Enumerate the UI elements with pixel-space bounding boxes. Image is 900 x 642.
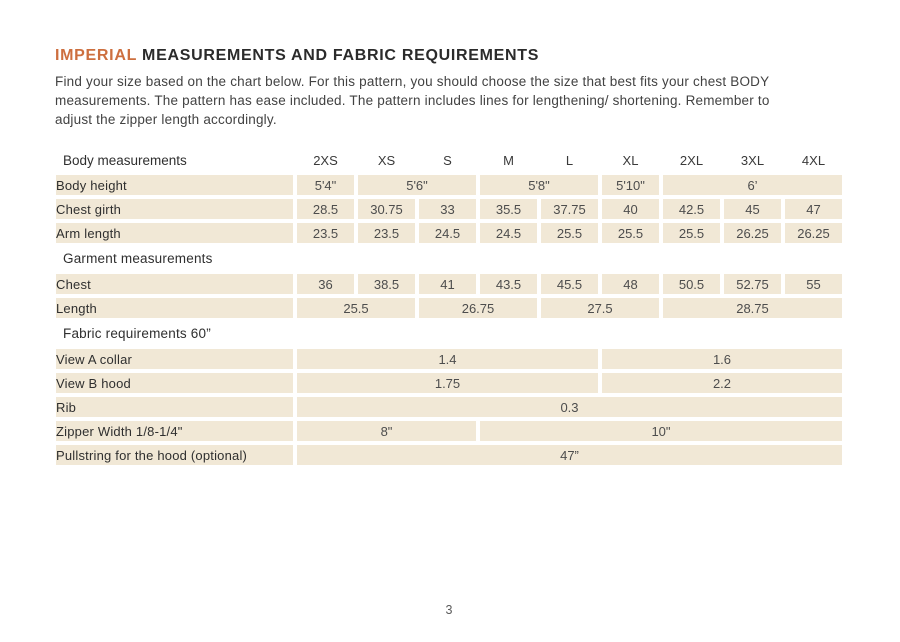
- table-row: [56, 421, 842, 441]
- row-label: Length: [56, 298, 293, 318]
- value-cell: 28.75: [663, 298, 842, 318]
- value-cell: 5'10": [602, 175, 659, 195]
- value-cell: 25.5: [663, 223, 720, 243]
- value-cell: 42.5: [663, 199, 720, 219]
- row-label: View A collar: [56, 349, 293, 369]
- size-header-cell: S: [419, 150, 476, 171]
- table-row: [56, 274, 842, 294]
- value-cell: 6’: [663, 175, 842, 195]
- value-cell: 35.5: [480, 199, 537, 219]
- value-cell: 24.5: [480, 223, 537, 243]
- size-header-cell: M: [480, 150, 537, 171]
- intro-line: Find your size based on the chart below. For this pattern, you should choose the size that best fits your chest BODY: [55, 74, 770, 89]
- size-table: [52, 146, 846, 469]
- value-cell: 25.5: [602, 223, 659, 243]
- table-row: [56, 223, 842, 243]
- measurements-table: [52, 146, 846, 469]
- page-title: [55, 47, 539, 65]
- title-rest: MEASUREMENTS AND FABRIC REQUIREMENTS: [142, 47, 540, 64]
- table-row: [56, 445, 842, 465]
- value-cell: 38.5: [358, 274, 415, 294]
- value-cell: 55: [785, 274, 842, 294]
- table-row: [56, 199, 842, 219]
- value-cell: 5'6": [358, 175, 476, 195]
- row-label: Pullstring for the hood (optional): [56, 445, 293, 465]
- value-cell: 43.5: [480, 274, 537, 294]
- row-label: Chest girth: [56, 199, 293, 219]
- value-cell: 47: [785, 199, 842, 219]
- title-highlight: IMPERIAL: [55, 47, 138, 64]
- value-cell: 26.75: [419, 298, 537, 318]
- value-cell: 1.75: [297, 373, 598, 393]
- intro-line: adjust the zipper length accordingly.: [55, 112, 277, 127]
- section-label: Garment measurements: [56, 247, 842, 270]
- row-label: Rib: [56, 397, 293, 417]
- value-cell: 45: [724, 199, 781, 219]
- section-label: Fabric requirements 60”: [56, 322, 842, 345]
- section-row: [56, 322, 842, 345]
- value-cell: 33: [419, 199, 476, 219]
- value-cell: 45.5: [541, 274, 598, 294]
- section-row: [56, 247, 842, 270]
- value-cell: 23.5: [358, 223, 415, 243]
- value-cell: 27.5: [541, 298, 659, 318]
- table-row: [56, 298, 842, 318]
- value-cell: 26.25: [724, 223, 781, 243]
- table-row: [56, 175, 842, 195]
- value-cell: 1.4: [297, 349, 598, 369]
- intro-paragraph: [55, 72, 770, 129]
- size-header-cell: 2XS: [297, 150, 354, 171]
- value-cell: 2.2: [602, 373, 842, 393]
- row-label: Chest: [56, 274, 293, 294]
- value-cell: 25.5: [297, 298, 415, 318]
- size-header-cell: 4XL: [785, 150, 842, 171]
- row-label: Zipper Width 1/8-1/4": [56, 421, 293, 441]
- intro-line: measurements. The pattern has ease included. The pattern includes lines for lengthening/ shortening. Remember to: [55, 93, 770, 108]
- size-header-cell: L: [541, 150, 598, 171]
- value-cell: 48: [602, 274, 659, 294]
- table-row: [56, 373, 842, 393]
- value-cell: 40: [602, 199, 659, 219]
- row-label: Body height: [56, 175, 293, 195]
- row-label: Arm length: [56, 223, 293, 243]
- column-group-label: Body measurements: [56, 150, 293, 171]
- value-cell: 41: [419, 274, 476, 294]
- value-cell: 0.3: [297, 397, 842, 417]
- value-cell: 26.25: [785, 223, 842, 243]
- value-cell: 8": [297, 421, 476, 441]
- page-number: 3: [445, 603, 453, 617]
- size-header-cell: 2XL: [663, 150, 720, 171]
- size-header-cell: XS: [358, 150, 415, 171]
- row-label: View B hood: [56, 373, 293, 393]
- value-cell: 25.5: [541, 223, 598, 243]
- value-cell: 5'4": [297, 175, 354, 195]
- value-cell: 5'8": [480, 175, 598, 195]
- value-cell: 10": [480, 421, 842, 441]
- table-row: [56, 397, 842, 417]
- value-cell: 24.5: [419, 223, 476, 243]
- value-cell: 37.75: [541, 199, 598, 219]
- value-cell: 28.5: [297, 199, 354, 219]
- value-cell: 1.6: [602, 349, 842, 369]
- size-header-cell: 3XL: [724, 150, 781, 171]
- value-cell: 23.5: [297, 223, 354, 243]
- table-row: [56, 349, 842, 369]
- value-cell: 36: [297, 274, 354, 294]
- value-cell: 30.75: [358, 199, 415, 219]
- value-cell: 52.75: [724, 274, 781, 294]
- table-header-row: [56, 150, 842, 171]
- value-cell: 50.5: [663, 274, 720, 294]
- value-cell: 47”: [297, 445, 842, 465]
- size-header-cell: XL: [602, 150, 659, 171]
